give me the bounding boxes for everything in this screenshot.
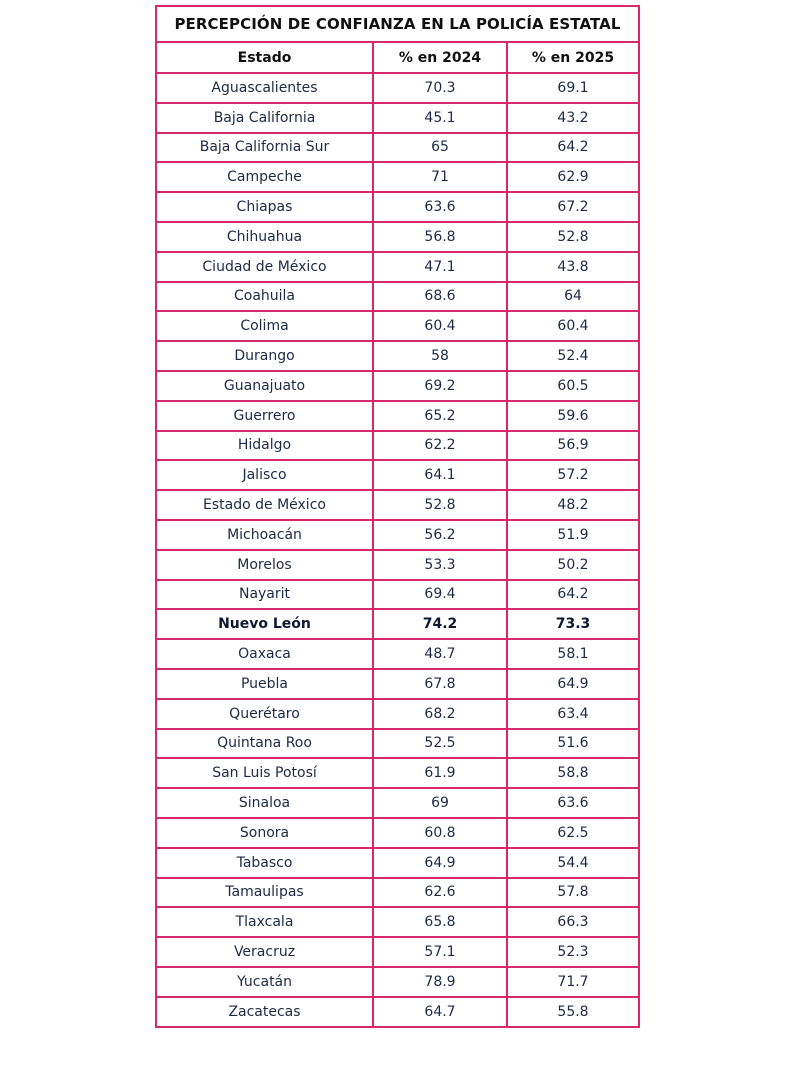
table-row: [156, 431, 639, 461]
state-cell: Nayarit: [156, 580, 373, 610]
value-2025-cell: 43.2: [507, 103, 639, 133]
state-cell: Oaxaca: [156, 639, 373, 669]
state-cell: Jalisco: [156, 460, 373, 490]
value-2024-cell: 48.7: [373, 639, 507, 669]
column-header-2024: % en 2024: [373, 42, 507, 73]
table-row: [156, 878, 639, 908]
table-row: [156, 460, 639, 490]
state-cell: Campeche: [156, 162, 373, 192]
state-cell: Hidalgo: [156, 431, 373, 461]
table-row: [156, 222, 639, 252]
header-row: [156, 42, 639, 73]
value-2025-cell: 64.9: [507, 669, 639, 699]
table-row: [156, 311, 639, 341]
value-2024-cell: 69.2: [373, 371, 507, 401]
value-2024-cell: 71: [373, 162, 507, 192]
state-cell: Querétaro: [156, 699, 373, 729]
value-2025-cell: 56.9: [507, 431, 639, 461]
value-2025-cell: 69.1: [507, 73, 639, 103]
table-row: [156, 997, 639, 1027]
state-cell: Sinaloa: [156, 788, 373, 818]
table-body: [156, 73, 639, 1027]
state-cell: Tamaulipas: [156, 878, 373, 908]
value-2024-cell: 68.2: [373, 699, 507, 729]
value-2025-cell: 54.4: [507, 848, 639, 878]
table-row: [156, 729, 639, 759]
table-row: [156, 371, 639, 401]
value-2024-cell: 53.3: [373, 550, 507, 580]
column-header-state: Estado: [156, 42, 373, 73]
state-cell: Baja California Sur: [156, 133, 373, 163]
table-row: [156, 639, 639, 669]
value-2024-cell: 52.5: [373, 729, 507, 759]
value-2024-cell: 67.8: [373, 669, 507, 699]
value-2025-cell: 64.2: [507, 133, 639, 163]
value-2024-cell: 64.1: [373, 460, 507, 490]
value-2025-cell: 59.6: [507, 401, 639, 431]
state-cell: Chiapas: [156, 192, 373, 222]
value-2025-cell: 57.2: [507, 460, 639, 490]
value-2024-cell: 62.6: [373, 878, 507, 908]
value-2024-cell: 69: [373, 788, 507, 818]
value-2025-cell: 67.2: [507, 192, 639, 222]
table-row: [156, 967, 639, 997]
value-2025-cell: 64: [507, 282, 639, 312]
value-2025-cell: 63.4: [507, 699, 639, 729]
state-cell: Veracruz: [156, 937, 373, 967]
value-2025-cell: 60.5: [507, 371, 639, 401]
value-2025-cell: 63.6: [507, 788, 639, 818]
value-2025-cell: 51.6: [507, 729, 639, 759]
table-row: [156, 788, 639, 818]
state-cell: Puebla: [156, 669, 373, 699]
state-cell: Aguascalientes: [156, 73, 373, 103]
table-title: PERCEPCIÓN DE CONFIANZA EN LA POLICÍA ESTATAL: [156, 6, 639, 42]
value-2024-cell: 47.1: [373, 252, 507, 282]
value-2024-cell: 65.8: [373, 907, 507, 937]
value-2024-cell: 69.4: [373, 580, 507, 610]
state-cell: Durango: [156, 341, 373, 371]
table-row: [156, 341, 639, 371]
table-row: [156, 520, 639, 550]
state-cell: Sonora: [156, 818, 373, 848]
value-2024-cell: 58: [373, 341, 507, 371]
value-2024-cell: 61.9: [373, 758, 507, 788]
value-2024-cell: 74.2: [373, 609, 507, 639]
value-2024-cell: 60.8: [373, 818, 507, 848]
value-2024-cell: 64.9: [373, 848, 507, 878]
table-row: [156, 401, 639, 431]
value-2025-cell: 57.8: [507, 878, 639, 908]
table-row: [156, 282, 639, 312]
value-2025-cell: 58.1: [507, 639, 639, 669]
confidence-table: [155, 5, 640, 1028]
table-row: [156, 937, 639, 967]
state-cell: Estado de México: [156, 490, 373, 520]
value-2024-cell: 68.6: [373, 282, 507, 312]
table-row: [156, 609, 639, 639]
state-cell: Tlaxcala: [156, 907, 373, 937]
value-2025-cell: 52.8: [507, 222, 639, 252]
value-2024-cell: 63.6: [373, 192, 507, 222]
table-row: [156, 252, 639, 282]
state-cell: Ciudad de México: [156, 252, 373, 282]
table-row: [156, 669, 639, 699]
value-2024-cell: 52.8: [373, 490, 507, 520]
state-cell: Zacatecas: [156, 997, 373, 1027]
table-row: [156, 818, 639, 848]
state-cell: Nuevo León: [156, 609, 373, 639]
value-2024-cell: 57.1: [373, 937, 507, 967]
table-row: [156, 73, 639, 103]
value-2024-cell: 62.2: [373, 431, 507, 461]
table-row: [156, 758, 639, 788]
state-cell: Tabasco: [156, 848, 373, 878]
table-row: [156, 848, 639, 878]
value-2025-cell: 64.2: [507, 580, 639, 610]
table-row: [156, 133, 639, 163]
value-2025-cell: 51.9: [507, 520, 639, 550]
value-2025-cell: 52.4: [507, 341, 639, 371]
table-row: [156, 699, 639, 729]
value-2025-cell: 62.5: [507, 818, 639, 848]
column-header-2025: % en 2025: [507, 42, 639, 73]
state-cell: Morelos: [156, 550, 373, 580]
value-2025-cell: 55.8: [507, 997, 639, 1027]
table-row: [156, 490, 639, 520]
table-row: [156, 192, 639, 222]
value-2025-cell: 58.8: [507, 758, 639, 788]
value-2024-cell: 45.1: [373, 103, 507, 133]
value-2024-cell: 70.3: [373, 73, 507, 103]
value-2024-cell: 65.2: [373, 401, 507, 431]
value-2025-cell: 52.3: [507, 937, 639, 967]
value-2024-cell: 64.7: [373, 997, 507, 1027]
state-cell: Chihuahua: [156, 222, 373, 252]
title-row: [156, 6, 639, 42]
value-2024-cell: 56.2: [373, 520, 507, 550]
state-cell: San Luis Potosí: [156, 758, 373, 788]
table-row: [156, 580, 639, 610]
value-2024-cell: 56.8: [373, 222, 507, 252]
value-2025-cell: 62.9: [507, 162, 639, 192]
table-row: [156, 550, 639, 580]
value-2024-cell: 78.9: [373, 967, 507, 997]
state-cell: Guerrero: [156, 401, 373, 431]
table-row: [156, 103, 639, 133]
state-cell: Baja California: [156, 103, 373, 133]
value-2025-cell: 71.7: [507, 967, 639, 997]
state-cell: Guanajuato: [156, 371, 373, 401]
value-2025-cell: 60.4: [507, 311, 639, 341]
value-2024-cell: 65: [373, 133, 507, 163]
value-2025-cell: 43.8: [507, 252, 639, 282]
state-cell: Michoacán: [156, 520, 373, 550]
value-2025-cell: 66.3: [507, 907, 639, 937]
value-2025-cell: 48.2: [507, 490, 639, 520]
state-cell: Yucatán: [156, 967, 373, 997]
value-2024-cell: 60.4: [373, 311, 507, 341]
table-row: [156, 907, 639, 937]
state-cell: Coahuila: [156, 282, 373, 312]
value-2025-cell: 73.3: [507, 609, 639, 639]
state-cell: Colima: [156, 311, 373, 341]
table-row: [156, 162, 639, 192]
value-2025-cell: 50.2: [507, 550, 639, 580]
state-cell: Quintana Roo: [156, 729, 373, 759]
